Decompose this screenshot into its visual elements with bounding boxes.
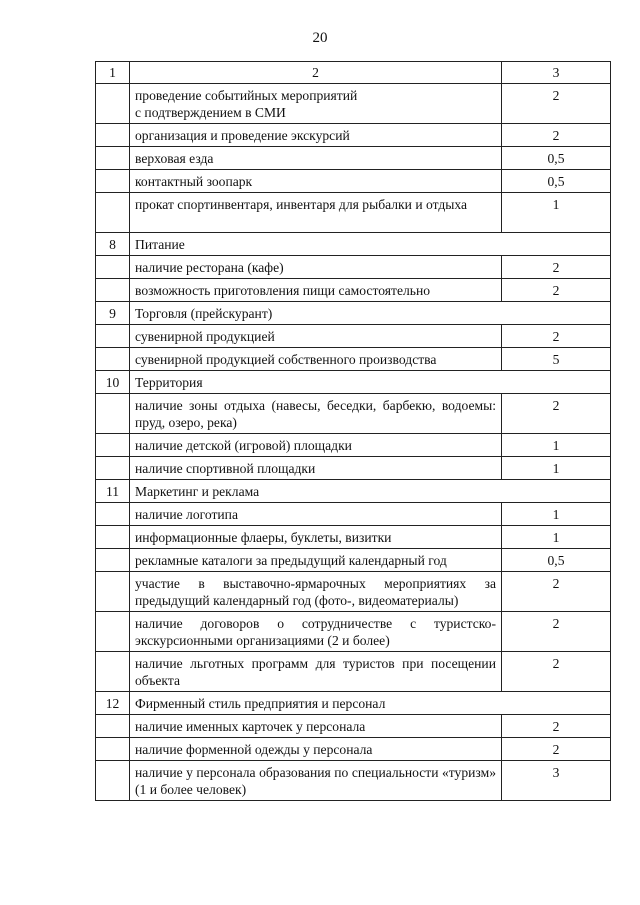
score-cell: 1	[502, 503, 611, 526]
row-number-cell	[96, 193, 130, 233]
section-row	[96, 302, 611, 325]
row-number-cell	[96, 124, 130, 147]
score-cell: 2	[502, 124, 611, 147]
table-row	[96, 348, 611, 371]
table-row	[96, 457, 611, 480]
row-number-cell	[96, 348, 130, 371]
table-row	[96, 193, 611, 233]
section-title-cell: Территория	[130, 371, 611, 394]
criterion-cell: проведение событийных мероприятий с подтверждением в СМИ	[130, 84, 502, 124]
row-number-cell: 10	[96, 371, 130, 394]
score-cell: 3	[502, 761, 611, 801]
section-row	[96, 233, 611, 256]
row-number-cell	[96, 147, 130, 170]
section-title-cell: Маркетинг и реклама	[130, 480, 611, 503]
criterion-cell: сувенирной продукцией	[130, 325, 502, 348]
score-cell: 0,5	[502, 147, 611, 170]
row-number-cell	[96, 526, 130, 549]
row-number-cell	[96, 434, 130, 457]
table-row	[96, 434, 611, 457]
table-row	[96, 279, 611, 302]
table-body	[96, 62, 611, 801]
criterion-cell: наличие договоров о сотрудничестве с туристско-экскурсионными организациями (2 и более)	[130, 612, 502, 652]
row-number-cell	[96, 549, 130, 572]
row-number-cell	[96, 256, 130, 279]
table-row	[96, 652, 611, 692]
score-cell: 2	[502, 738, 611, 761]
section-row	[96, 371, 611, 394]
table-row	[96, 124, 611, 147]
criterion-cell: контактный зоопарк	[130, 170, 502, 193]
score-cell: 2	[502, 84, 611, 124]
criterion-cell: наличие логотипа	[130, 503, 502, 526]
score-cell: 1	[502, 193, 611, 233]
row-number-cell: 11	[96, 480, 130, 503]
row-number-cell	[96, 761, 130, 801]
table-row	[96, 572, 611, 612]
table-row	[96, 170, 611, 193]
table-row	[96, 715, 611, 738]
table-row	[96, 738, 611, 761]
criterion-cell: рекламные каталоги за предыдущий календарный год	[130, 549, 502, 572]
page-number: 20	[312, 30, 328, 46]
criterion-cell: возможность приготовления пищи самостоятельно	[130, 279, 502, 302]
criteria-table	[95, 61, 611, 801]
criterion-cell: верховая езда	[130, 147, 502, 170]
row-number-cell	[96, 170, 130, 193]
score-cell: 2	[502, 325, 611, 348]
score-cell: 2	[502, 572, 611, 612]
table-row	[96, 761, 611, 801]
row-number-cell	[96, 279, 130, 302]
row-number-cell: 8	[96, 233, 130, 256]
section-row	[96, 480, 611, 503]
criterion-cell: наличие ресторана (кафе)	[130, 256, 502, 279]
score-cell: 2	[502, 394, 611, 434]
row-number-cell	[96, 652, 130, 692]
header-col-2: 2	[130, 62, 502, 84]
row-number-cell	[96, 738, 130, 761]
score-cell: 2	[502, 612, 611, 652]
row-number-cell	[96, 84, 130, 124]
score-cell: 2	[502, 715, 611, 738]
criterion-cell: наличие у персонала образования по специальности «туризм» (1 и более человек)	[130, 761, 502, 801]
criterion-cell: наличие именных карточек у персонала	[130, 715, 502, 738]
section-title-cell: Торговля (прейскурант)	[130, 302, 611, 325]
table-row	[96, 394, 611, 434]
header-col-3: 3	[502, 62, 611, 84]
criterion-cell: наличие детской (игровой) площадки	[130, 434, 502, 457]
score-cell: 5	[502, 348, 611, 371]
row-number-cell	[96, 572, 130, 612]
score-cell: 0,5	[502, 170, 611, 193]
table-row	[96, 84, 611, 124]
score-cell: 1	[502, 457, 611, 480]
score-cell: 1	[502, 526, 611, 549]
score-cell: 2	[502, 652, 611, 692]
score-cell: 1	[502, 434, 611, 457]
section-title-cell: Фирменный стиль предприятия и персонал	[130, 692, 611, 715]
score-cell: 2	[502, 279, 611, 302]
criterion-cell: сувенирной продукцией собственного производства	[130, 348, 502, 371]
table-row	[96, 147, 611, 170]
row-number-cell	[96, 612, 130, 652]
table-row	[96, 549, 611, 572]
criterion-cell: наличие льготных программ для туристов при посещении объекта	[130, 652, 502, 692]
score-cell: 0,5	[502, 549, 611, 572]
table-header-row	[96, 62, 611, 84]
section-row	[96, 692, 611, 715]
score-cell: 2	[502, 256, 611, 279]
table-row	[96, 612, 611, 652]
table-row	[96, 503, 611, 526]
header-col-1: 1	[96, 62, 130, 84]
criterion-cell: организация и проведение экскурсий	[130, 124, 502, 147]
criterion-cell: участие в выставочно-ярмарочных мероприятиях за предыдущий календарный год (фото-, видеоматериалы)	[130, 572, 502, 612]
row-number-cell: 12	[96, 692, 130, 715]
row-number-cell	[96, 325, 130, 348]
row-number-cell	[96, 457, 130, 480]
criterion-cell: прокат спортинвентаря, инвентаря для рыбалки и отдыха	[130, 193, 502, 233]
criterion-cell: наличие зоны отдыха (навесы, беседки, барбекю, водоемы: пруд, озеро, река)	[130, 394, 502, 434]
table-row	[96, 526, 611, 549]
table-row	[96, 325, 611, 348]
row-number-cell	[96, 503, 130, 526]
row-number-cell: 9	[96, 302, 130, 325]
criterion-cell: информационные флаеры, буклеты, визитки	[130, 526, 502, 549]
row-number-cell	[96, 394, 130, 434]
table-row	[96, 256, 611, 279]
row-number-cell	[96, 715, 130, 738]
criterion-cell: наличие форменной одежды у персонала	[130, 738, 502, 761]
section-title-cell: Питание	[130, 233, 611, 256]
criterion-cell: наличие спортивной площадки	[130, 457, 502, 480]
